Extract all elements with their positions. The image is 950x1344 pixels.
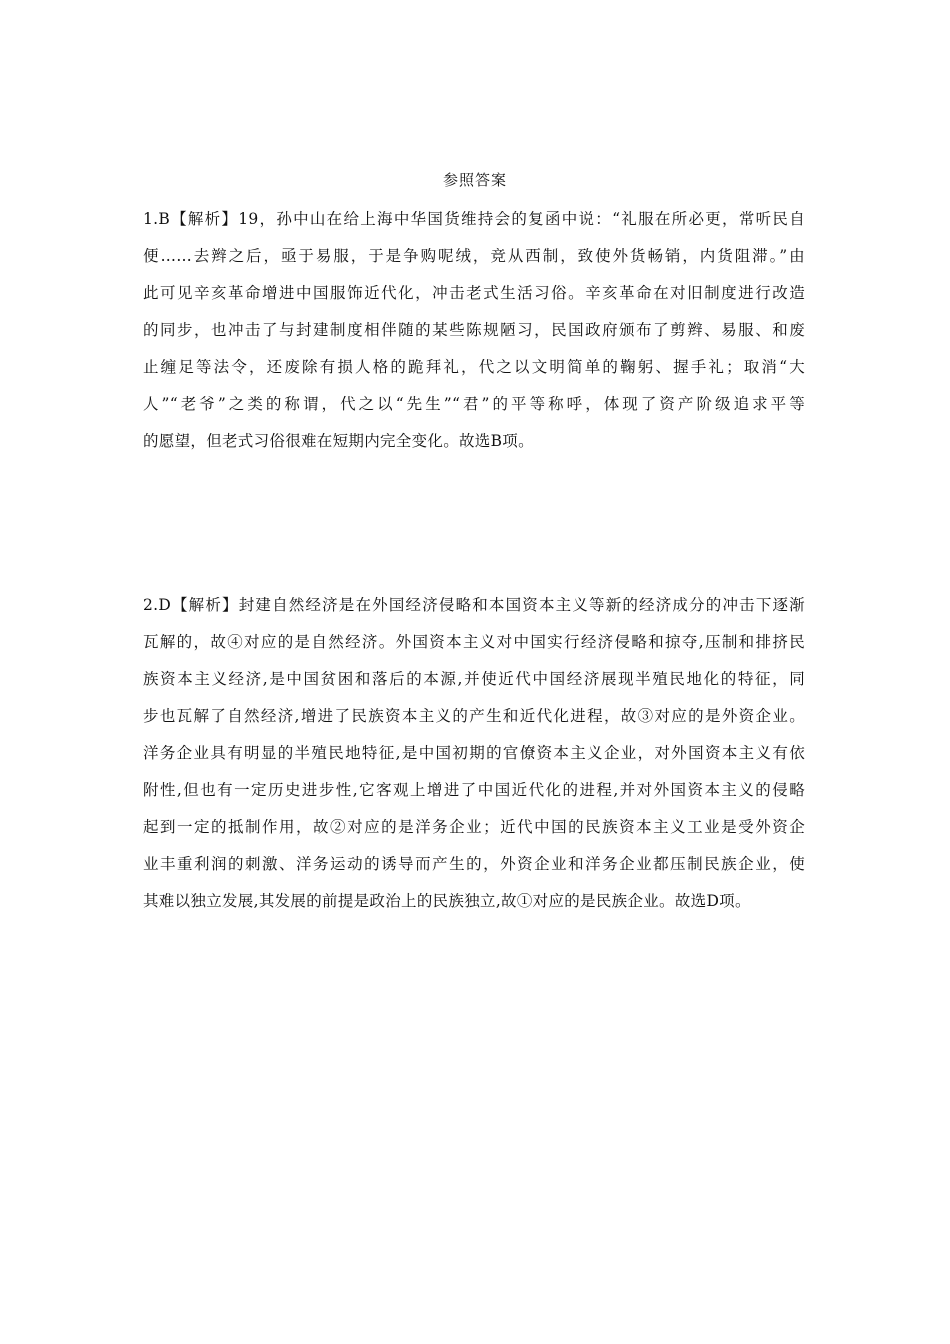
answer-1-paragraph xyxy=(143,209,805,468)
answer-2-line: 族资本主义经济,是中国贫困和落后的本源,并使近代中国经济展现半殖民地化的特征，同 xyxy=(143,670,805,688)
answer-1-line: 的同步，也冲击了与封建制度相伴随的某些陈规陋习，民国政府颁布了剪辫、易服、和废 xyxy=(143,321,805,339)
answer-1-line: 的愿望，但老式习俗很难在短期内完全变化。故选B项。 xyxy=(143,432,534,450)
answer-2-line: 起到一定的抵制作用，故②对应的是洋务企业；近代中国的民族资本主义工业是受外资企 xyxy=(143,818,805,836)
answer-1-line: 便……去辫之后，亟于易服，于是争购呢绒，竞从西制，致使外货畅销，内货阻滞。”由 xyxy=(143,247,805,265)
answer-2-line: 其难以独立发展,其发展的前提是政治上的民族独立,故①对应的是民族企业。故选D项。 xyxy=(143,892,751,910)
answer-2-line: 业丰重利润的刺激、洋务运动的诱导而产生的，外资企业和洋务企业都压制民族企业，使 xyxy=(143,855,805,873)
answer-2-line: 附性,但也有一定历史进步性,它客观上增进了中国近代化的进程,并对外国资本主义的侵略 xyxy=(143,781,805,799)
answer-2-line: 洋务企业具有明显的半殖民地特征,是中国初期的官僚资本主义企业，对外国资本主义有依 xyxy=(143,744,805,762)
answer-2-line: 2.D【解析】封建自然经济是在外国经济侵略和本国资本主义等新的经济成分的冲击下逐渐 xyxy=(143,596,805,614)
answer-2-paragraph xyxy=(143,595,805,928)
answer-2-line: 步也瓦解了自然经济,增进了民族资本主义的产生和近代化进程，故③对应的是外资企业。 xyxy=(143,707,805,725)
page-title: 参照答案 xyxy=(442,171,507,189)
answer-2-line: 瓦解的，故④对应的是自然经济。外国资本主义对中国实行经济侵略和掠夺,压制和排挤民 xyxy=(143,633,805,651)
answer-1-line: 止缠足等法令，还废除有损人格的跪拜礼，代之以文明简单的鞠躬、握手礼；取消“大 xyxy=(143,358,805,376)
answer-1-line: 1.B【解析】19，孙中山在给上海中华国货维持会的复函中说：“礼服在所必更，常听民自 xyxy=(143,210,805,228)
answer-1-line: 人”“老爷”之类的称谓，代之以“先生”“君”的平等称呼，体现了资产阶级追求平等 xyxy=(143,395,805,413)
answer-1-line: 此可见辛亥革命增进中国服饰近代化，冲击老式生活习俗。辛亥革命在对旧制度进行改造 xyxy=(143,284,805,302)
